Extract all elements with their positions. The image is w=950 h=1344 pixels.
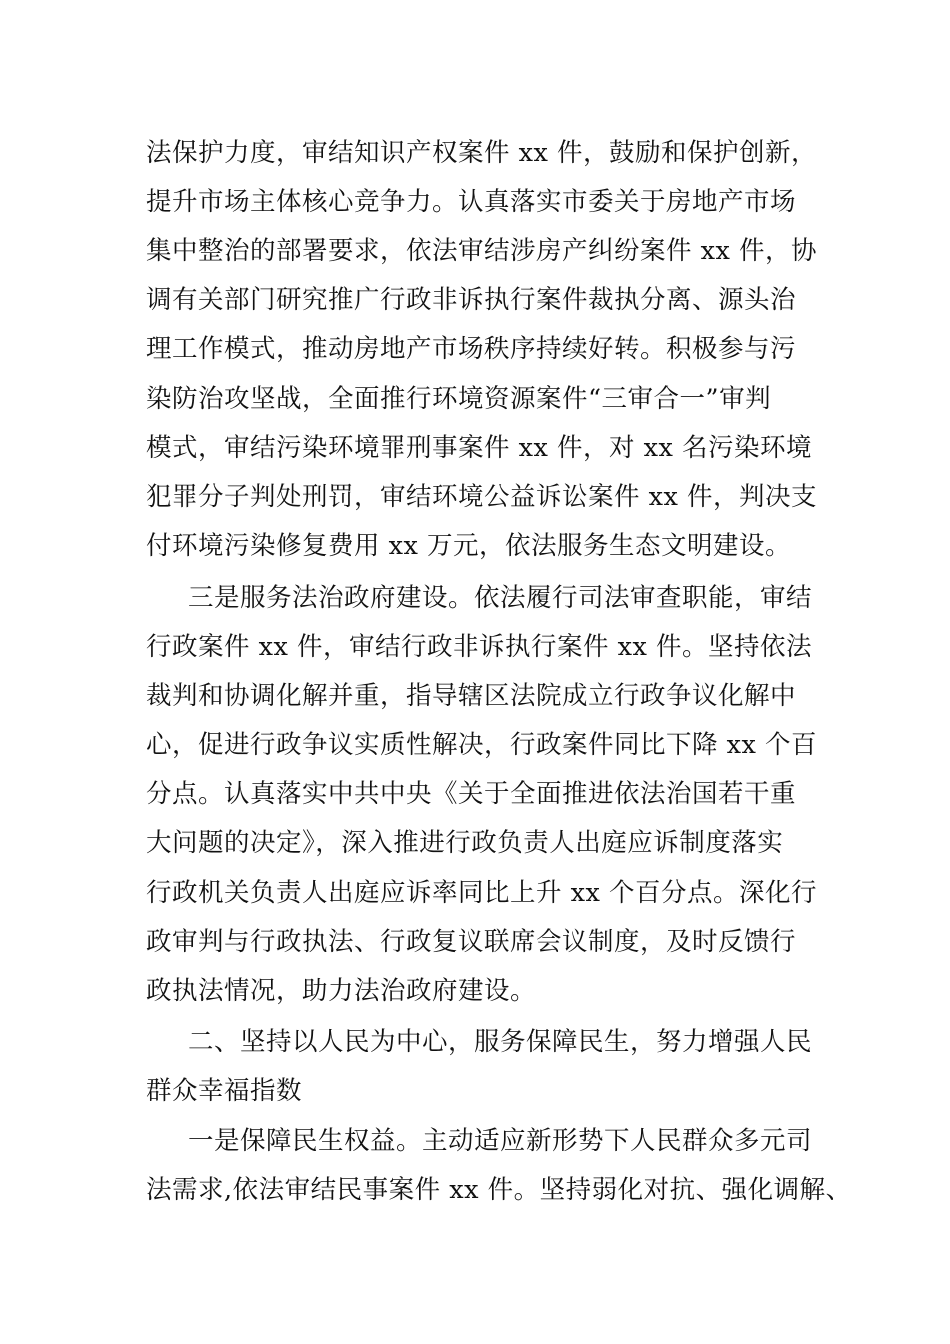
text-line: 调有关部门研究推广行政非诉执行案件裁执分离、源头治 xyxy=(146,285,797,315)
text-line: 行政机关负责人出庭应诉率同比上升 xx 个百分点。深化行 xyxy=(146,878,817,908)
text-line: 犯罪分子判处刑罚，审结环境公益诉讼案件 xx 件，判决支 xyxy=(146,482,817,512)
text-line: 行政案件 xx 件，审结行政非诉执行案件 xx 件。坚持依法 xyxy=(146,632,812,662)
text-line: 染防治攻坚战，全面推行环境资源案件“三审合一”审判 xyxy=(146,384,772,414)
section-heading-line: 二、坚持以人民为中心，服务保障民生，努力增强人民 xyxy=(188,1027,813,1057)
text-line: 政审判与行政执法、行政复议联席会议制度，及时反馈行 xyxy=(146,927,797,957)
text-line: 政执法情况，助力法治政府建设。 xyxy=(146,976,537,1006)
text-line: 大问题的决定》，深入推进行政负责人出庭应诉制度落实 xyxy=(146,828,784,858)
text-line: 法保护力度，审结知识产权案件 xx 件，鼓励和保护创新， xyxy=(146,138,817,168)
text-line: 集中整治的部署要求，依法审结涉房产纠纷案件 xx 件，协 xyxy=(146,236,817,266)
text-line: 法需求,依法审结民事案件 xx 件。坚持弱化对抗、强化调解、 xyxy=(146,1175,852,1205)
text-line: 裁判和协调化解并重，指导辖区法院成立行政争议化解中 xyxy=(146,681,797,711)
text-line: 模式，审结污染环境罪刑事案件 xx 件，对 xx 名污染环境 xyxy=(146,433,812,463)
text-line: 理工作模式，推动房地产市场秩序持续好转。积极参与污 xyxy=(146,334,797,364)
text-line: 提升市场主体核心竞争力。认真落实市委关于房地产市场 xyxy=(146,187,797,217)
paragraph-start-line: 三是服务法治政府建设。依法履行司法审查职能，审结 xyxy=(188,583,813,613)
text-line: 付环境污染修复费用 xx 万元，依法服务生态文明建设。 xyxy=(146,531,791,561)
section-heading-line: 群众幸福指数 xyxy=(146,1076,303,1106)
paragraph-start-line: 一是保障民生权益。主动适应新形势下人民群众多元司 xyxy=(188,1126,813,1156)
text-line: 分点。认真落实中共中央《关于全面推进依法治国若干重 xyxy=(146,779,797,809)
text-line: 心，促进行政争议实质性解决，行政案件同比下降 xx 个百 xyxy=(146,730,817,760)
